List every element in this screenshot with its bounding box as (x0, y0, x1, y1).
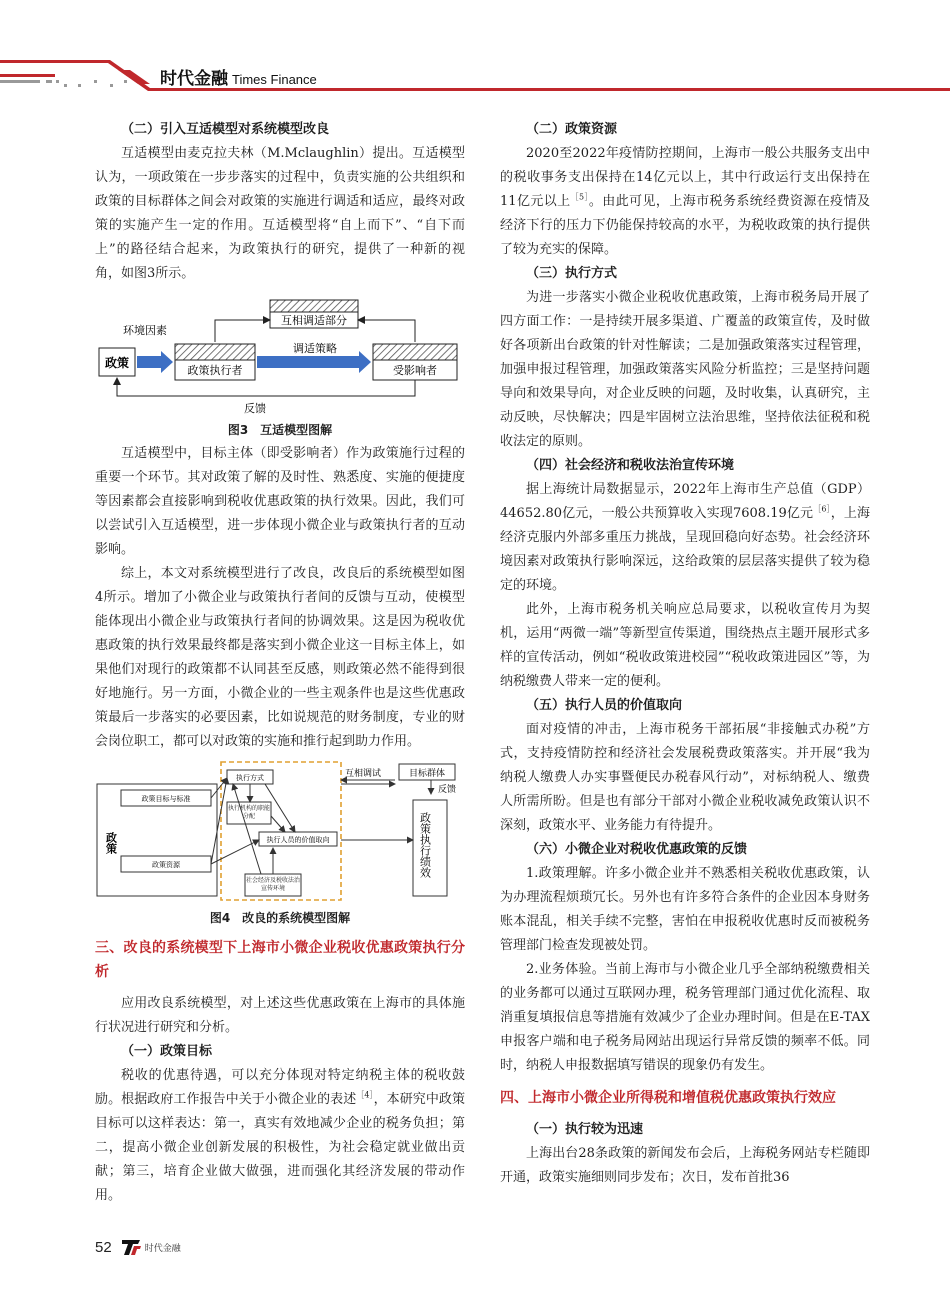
text-span: 税收的优惠待遇，可以充分体现对特定纳税主体的税收鼓励。根据政府工作报告中关于小微企业的表述 (95, 1068, 465, 1107)
fig3-affected-label: 受影响者 (393, 364, 437, 377)
magazine-logo-icon (122, 1238, 142, 1256)
figure-4-diagram (95, 760, 465, 904)
paragraph: 互适模型由麦克拉夫林（M.Mclaughlin）提出。互适模型认为，一项政策在一步步落实的过程中，负责实施的公共组织和政策的目标群体之间会对政策的实施进行调适和适应，最终对政策的实施产生一定的作用。互适模型将“自上而下”、“自下而上”的路径结合起来，为政策执行的研究，提供了一种新的视角，如图3所示。 (95, 146, 465, 281)
magazine-title-en: Times Finance (232, 72, 317, 87)
section-heading-3: 三、改良的系统模型下上海市小微企业税收优惠政策执行分析 (95, 940, 465, 980)
figure-4-caption: 图4 改良的系统模型图解 (209, 911, 351, 925)
fig4-perf-label: 政策执行绩效 (418, 812, 432, 878)
page-footer (95, 1235, 181, 1259)
fig3-executor-label: 政策执行者 (187, 364, 243, 377)
fig3-strategy-label: 调适策略 (293, 342, 337, 355)
paragraph: 2.业务体验。当前上海市与小微企业几乎全部纳税缴费相关的业务都可以通过互联网办理，税务管理部门通过优化流程、取消重复填报信息等措施有效减少了企业办理时间。但是在E-TAX申报客户端和电子税务局网站出现运行异常反馈的频率不低。同时，纳税人申报数据填写错误的现象仍有发生。 (500, 962, 870, 1073)
fig3-flow-arrow (137, 351, 173, 373)
section-heading-4: 四、上海市小微企业所得税和增值税优惠政策执行效应 (500, 1090, 836, 1106)
page-header (0, 0, 950, 100)
fig3-policy-label: 政策 (104, 356, 130, 370)
fig3-env-label: 环境因素 (123, 324, 167, 337)
fig4-goal-label: 政策目标与标准 (141, 795, 191, 803)
page-number: 52 (95, 1238, 112, 1256)
paragraph: 面对疫情的冲击，上海市税务干部拓展“非接触式办税”方式，支持疫情防控和经济社会发展税费政策落实。并开展“我为纳税人缴费人办实事暨便民办税春风行动”，对标纳税人、缴费人所需所盼。但是也有部分干部对小微企业税收减免政策认识不深刻，政策水平、业务能力有待提升。 (500, 722, 870, 833)
text-span: 。由此可见，上海市税务系统经费资源在疫情及经济下行的压力下仍能保持较高的水平，为税收政策的执行提供了较为充实的保障。 (500, 194, 870, 257)
fig4-value-label: 执行人员的价值取向 (266, 836, 330, 844)
fig4-feedback-label: 反馈 (437, 785, 457, 795)
paragraph: 应用改良系统模型，对上述这些优惠政策在上海市的具体施行状况进行研究和分析。 (95, 996, 465, 1035)
subsection-heading: （一）政策目标 (121, 1044, 213, 1059)
fig4-env-label: 社会经济及税收法治宣传环境 (245, 877, 300, 892)
fig3-feedback-label: 反馈 (244, 402, 266, 415)
paragraph (500, 478, 870, 598)
paragraph: 上海出台28条政策的新闻发布会后，上海税务网站专栏随即开通，政策实施细则同步发布；次日，发布首批36 (500, 1146, 870, 1185)
subsection-heading: （四）社会经济和税收法治宣传环境 (526, 458, 735, 473)
right-column (500, 118, 870, 1190)
citation: ［6］ (813, 504, 831, 514)
text-span: ，本研究中政策目标可以这样表达：第一，真实有效地减少企业的税务负担；第二，提高小微企业创新发展的积极性，为社会稳定就业做出贡献；第三，培育企业做大做强，进而强化其经济发展的带动作用。 (95, 1092, 465, 1203)
subsection-heading: （五）执行人员的价值取向 (526, 698, 683, 713)
subsection-heading: （二）政策资源 (526, 122, 618, 137)
fig4-resource-label: 政策资源 (152, 861, 180, 869)
subsection-heading: （六）小微企业对税收优惠政策的反馈 (526, 842, 748, 857)
magazine-title-cn: 时代金融 (160, 69, 228, 89)
paragraph: 此外，上海市税务机关响应总局要求，以税收宣传月为契机，运用“两微一端”等新型宣传渠道，围绕热点主题开展形式多样的宣传活动，例如“税收政策进校园”“税收政策进园区”等，为纳税缴费人带来一定的便利。 (500, 602, 870, 689)
section-heading: （二）引入互适模型对系统模型改良 (121, 122, 330, 137)
paragraph: 1.政策理解。许多小微企业并不熟悉相关税收优惠政策，认为办理流程烦琐冗长。另外也有许多符合条件的企业因本身财务账本混乱，相关手续不完整，害怕在申报税收优惠时反而被税务管理部门检查发现被处罚。 (500, 866, 870, 953)
figure-3-diagram (95, 292, 465, 416)
text-span: 据上海统计局数据显示，2022年上海市生产总值（GDP）44652.80亿元，一般公共预算收入实现7608.19亿元 (500, 482, 870, 521)
paragraph: 互适模型中，目标主体（即受影响者）作为政策施行过程的重要一个环节。其对政策了解的及时性、熟悉度、实施的便捷度等因素都会直接影响到税收优惠政策的执行效果。因此，我们可以尝试引入互适模型，进一步体现小微企业与政策执行者的互动影响。 (95, 446, 465, 557)
paragraph: 综上，本文对系统模型进行了改良，改良后的系统模型如图4所示。增加了小微企业与政策执行者间的反馈与互动，使模型能体现出小微企业与政策执行者间的协调效果。这是因为税收优惠政策的执行效果最终都是落实到小微企业这一目标主体上，如果他们对现行的政策都不认同甚至反感，则政策必然不能得到很好地施行。另一方面，小微企业的一些主观条件也是这些优惠政策最后一步落实的必要因素，比如说规范的财务制度，专业的财会岗位职工，都可以对政策的实施和推行起到助力作用。 (95, 566, 465, 749)
paragraph (95, 1064, 465, 1208)
magazine-title (160, 64, 317, 89)
fig4-target-label: 目标群体 (408, 769, 446, 779)
figure-3-caption: 图3 互适模型图解 (227, 423, 333, 437)
fig4-mutual-label: 互相调试 (344, 769, 382, 779)
citation: ［5］ (570, 192, 589, 202)
subsection-heading: （三）执行方式 (526, 266, 618, 281)
header-decoration (0, 0, 950, 100)
text-span: ，上海经济克服内外部多重压力挑战，呈现回稳向好态势。社会经济环境因素对政策执行影响深远，这给政策的层层落实提供了较为稳定的环境。 (500, 506, 870, 593)
citation: ［4］ (356, 1090, 374, 1100)
paragraph (500, 142, 870, 262)
fig4-agency-label: 执行机构的职能分配 (227, 805, 270, 820)
paragraph: 为进一步落实小微企业税收优惠政策，上海市税务局开展了四方面工作：一是持续开展多渠道、广覆盖的政策宣传，及时做好各项新出台政策的针对性解读；二是加强政策落实过程管理，加强申报过程管理，加强政策落实风险分析监控；三是坚持问题导向和效果导向，对企业反映的问题，及时收集，认真研究，主动反映，尽快解决；四是牢固树立法治思维，坚持依法征税和税收法定的原则。 (500, 290, 870, 449)
fig4-policy-label: 政策 (104, 832, 118, 854)
text-span: 2020至2022年疫情防控期间，上海市一般公共服务支出中的税收事务支出保持在14亿元以上，其中行政运行支出保持在11亿元以上 (500, 146, 870, 209)
fig3-mutual-label: 互相调适部分 (281, 314, 347, 327)
footer-magazine-name: 时代金融 (144, 1243, 181, 1254)
left-column (95, 118, 465, 1208)
fig4-method-label: 执行方式 (236, 774, 264, 782)
subsection-heading: （一）执行较为迅速 (526, 1122, 644, 1137)
